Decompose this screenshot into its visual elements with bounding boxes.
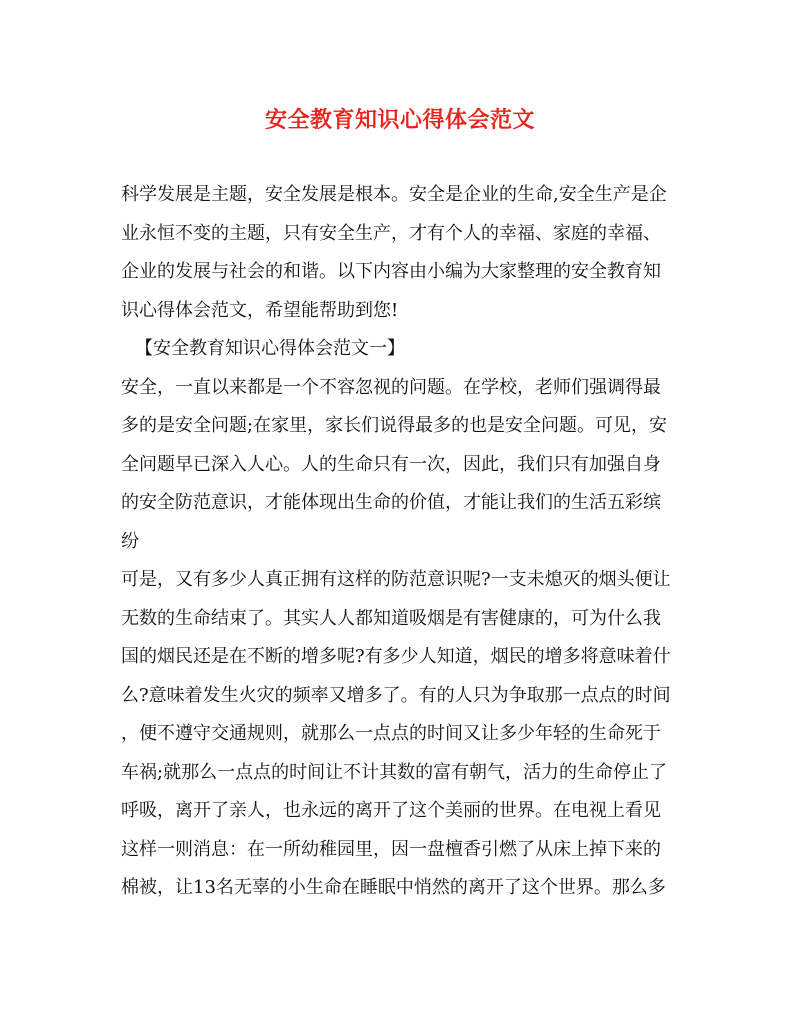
paragraph-line: ，便不遵守交通规则，就那么一点点的时间又让多少年轻的生命死于: [121, 723, 661, 744]
paragraph-line: 棉被，让13名无辜的小生命在睡眠中悄然的离开了这个世界。那么多: [121, 877, 666, 898]
paragraph-line: 可是，又有多少人真正拥有这样的防范意识呢?一支未熄灭的烟头便让: [121, 569, 671, 590]
paragraph-line: 这样一则消息：在一所幼稚园里，因一盘檀香引燃了从床上掉下来的: [121, 838, 661, 860]
paragraph-line: 呼吸，离开了亲人，也永远的离开了这个美丽的世界。在电视上看见: [121, 800, 661, 821]
paragraph-line: 安全，一直以来都是一个不容忽视的问题。在学校，老师们强调得最: [121, 376, 661, 398]
paragraph-line: 么?意味着发生火灾的频率又增多了。有的人只为争取那一点点的时间: [121, 684, 671, 706]
intro-paragraph: [121, 176, 681, 330]
paragraph-line: 全问题早已深入人心。人的生命只有一次，因此，我们只有加强自身: [121, 453, 661, 475]
paragraph-line: 无数的生命结束了。其实人人都知道吸烟是有害健康的，可为什么我: [121, 607, 661, 629]
paragraph-two: [121, 561, 681, 908]
intro-line: 科学发展是主题，安全发展是根本。安全是企业的生命,安全生产是企: [121, 184, 667, 205]
paragraph-line: 纷: [121, 530, 139, 552]
paragraph-line: 多的是安全问题;在家里，家长们说得最多的也是安全问题。可见，安: [121, 415, 668, 436]
document-title: 安全教育知识心得体会范文: [264, 107, 535, 133]
intro-line: 识心得体会范文，希望能帮助到您!: [121, 299, 399, 321]
section-heading: 【安全教育知识心得体会范文一】: [135, 338, 405, 359]
document-body: [121, 176, 681, 908]
intro-line: 业永恒不变的主题，只有安全生产，才有个人的幸福、家庭的幸福、: [121, 222, 661, 244]
intro-line: 企业的发展与社会的和谐。以下内容由小编为大家整理的安全教育知: [121, 261, 661, 282]
paragraph-one: [121, 369, 681, 562]
paragraph-line: 车祸;就那么一点点的时间让不计其数的富有朝气，活力的生命停止了: [121, 761, 668, 783]
paragraph-line: 的安全防范意识，才能体现出生命的价值，才能让我们的生活五彩缤: [121, 492, 661, 513]
paragraph-line: 国的烟民还是在不断的增多呢?有多少人知道，烟民的增多将意味着什: [121, 646, 671, 667]
